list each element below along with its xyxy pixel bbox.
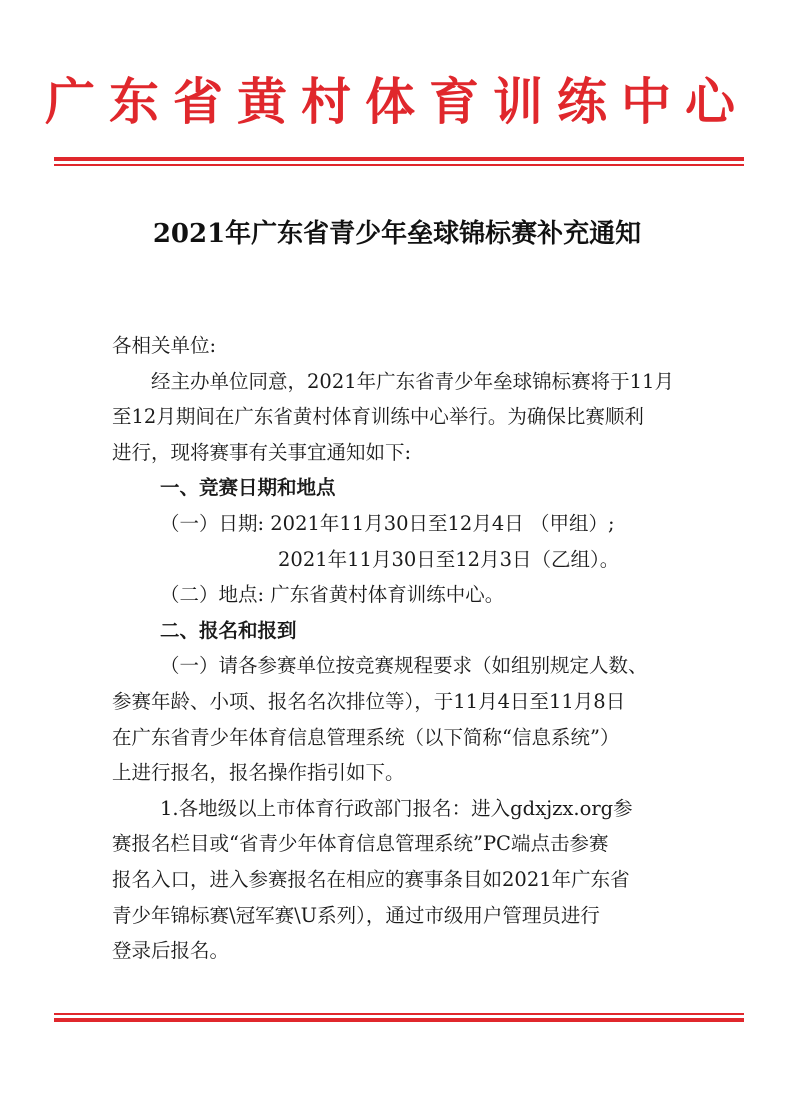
section2-para1-line: 参赛年龄、小项、报名名次排位等），于11月4日至11月8日	[112, 689, 626, 713]
section2-para2-line: 报名入口，进入参赛报名在相应的赛事条目如2021年广东省	[112, 867, 630, 891]
footer-rule-thick	[54, 1018, 744, 1022]
letterhead-org-name: 广东省黄村体育训练中心	[45, 73, 749, 131]
intro-line: 经主办单位同意，2021年广东省青少年垒球锦标赛将于11月	[151, 369, 674, 393]
section1-heading: 一、竞赛日期和地点	[160, 476, 336, 500]
section2-para1-line: 上进行报名，报名操作指引如下。	[112, 761, 405, 785]
document-title: 2021年广东省青少年垒球锦标赛补充通知	[152, 219, 642, 249]
section1-venue-line: （二）地点: 广东省黄村体育训练中心。	[160, 583, 505, 607]
section1-date-line: 2021年11月30日至12月3日（乙组）。	[278, 547, 620, 571]
letterhead-rule-thick	[54, 157, 744, 161]
intro-line: 进行，现将赛事有关事宜通知如下:	[112, 440, 412, 464]
section2-heading: 二、报名和报到	[160, 618, 297, 642]
section2-para2-line: 赛报名栏目或“省青少年体育信息管理系统”PC端点击参赛	[112, 832, 609, 856]
section2-para2-line: 青少年锦标赛\冠军赛\U系列），通过市级用户管理员进行	[112, 903, 600, 927]
salutation: 各相关单位:	[112, 334, 217, 357]
section2-para1-line: 在广东省青少年体育信息管理系统（以下简称“信息系统”）	[112, 725, 620, 749]
section2-para1-line: （一）请各参赛单位按竞赛规程要求（如组别规定人数、	[160, 654, 648, 678]
footer-rule-thin	[54, 1013, 744, 1015]
document-body	[112, 328, 692, 969]
intro-line: 至12月期间在广东省黄村体育训练中心举行。为确保比赛顺利	[112, 405, 644, 429]
section2-para2-line: 登录后报名。	[112, 939, 230, 963]
section1-date-line: （一）日期: 2021年11月30日至12月4日 （甲组）;	[160, 511, 615, 535]
letterhead-rule-thin	[54, 164, 744, 166]
section2-para2-line: 1.各地级以上市体育行政部门报名：进入gdxjzx.org参	[160, 796, 633, 820]
